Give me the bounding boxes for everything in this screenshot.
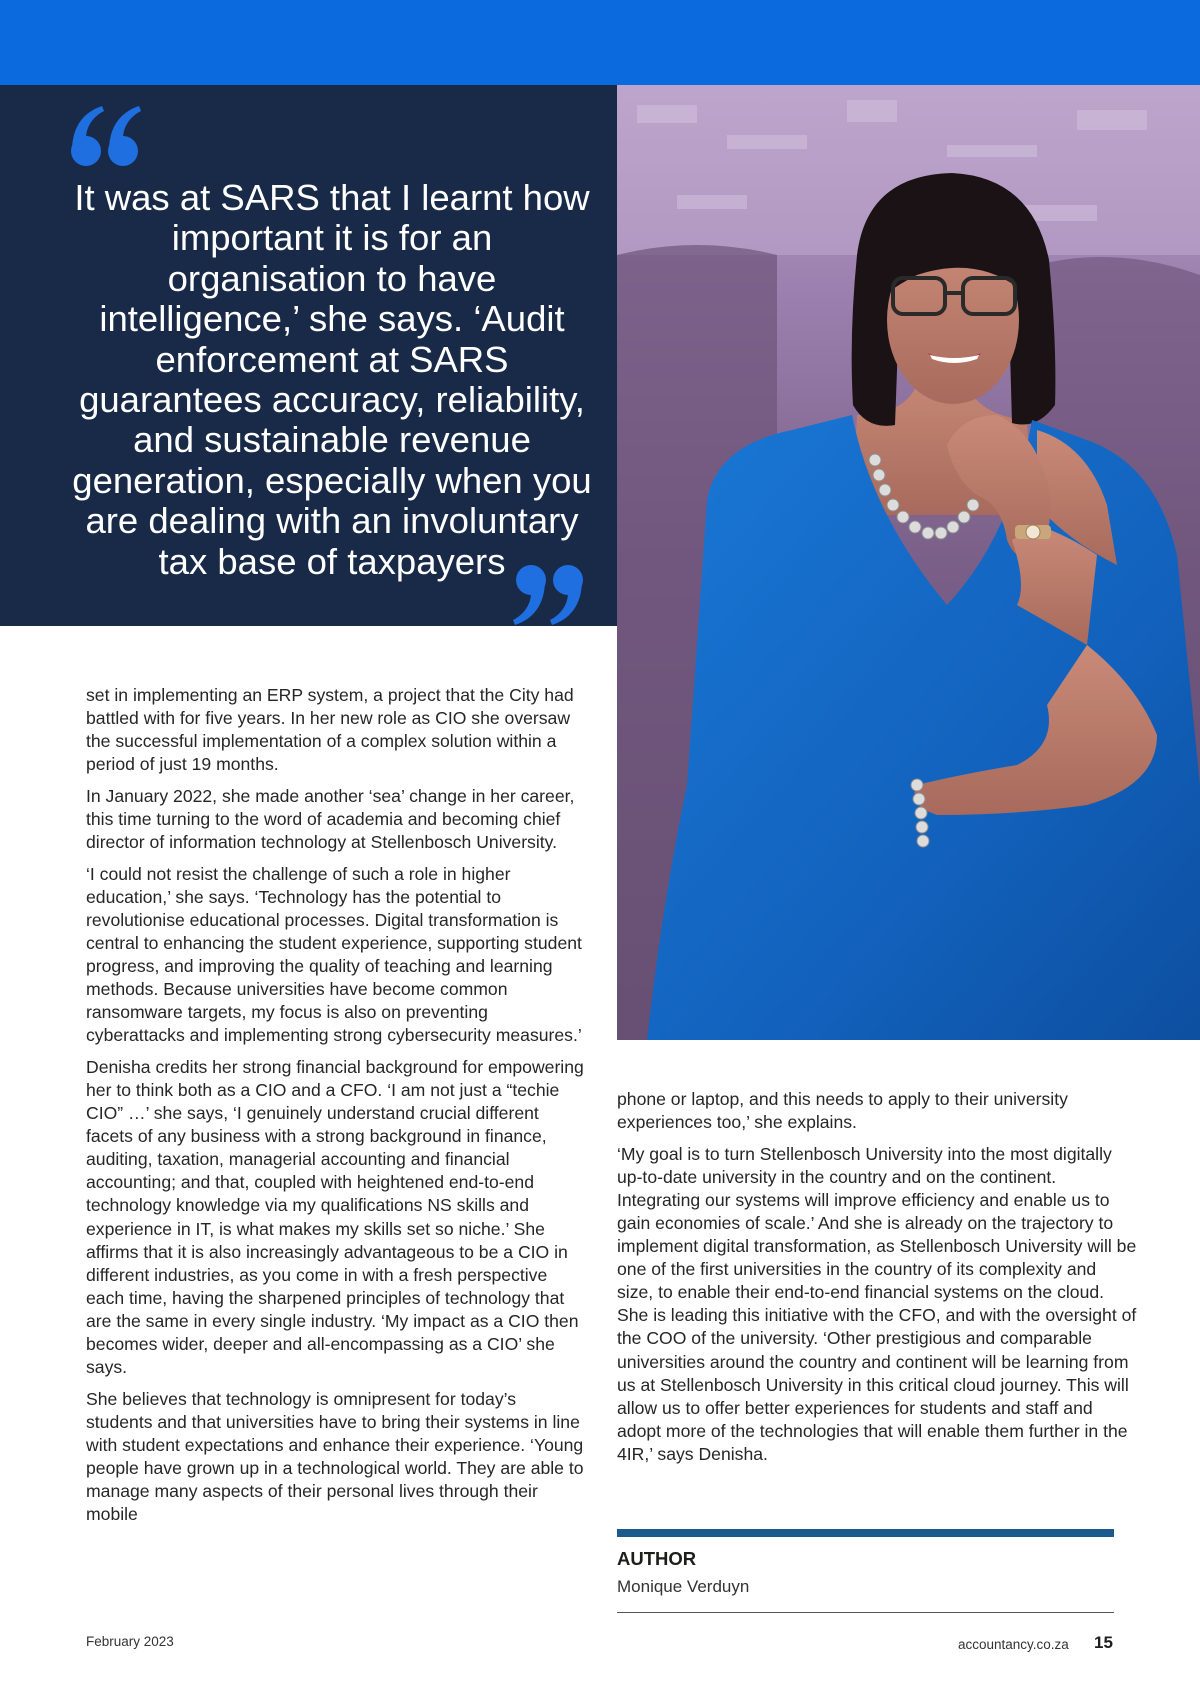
author-top-rule	[617, 1529, 1114, 1537]
paragraph: In January 2022, she made another ‘sea’ change in her career, this time turning to the word of academia and becoming chief director of information technology at Stellenbosch University.	[86, 785, 575, 853]
paragraph: phone or laptop, and this needs to apply to their university experiences too,’ she explains.	[617, 1089, 1068, 1133]
paragraph: ‘My goal is to turn Stellenbosch University into the most digitally up-to-date university in the country and on the continent. Integrating our systems will improve efficiency and enable us to gain economies of scale.’ And she is already on the trajectory to implement digital transformation, as Stellenbosch University will be one of the first universities in the country of its complexity and size, to enable their end-to-end financial systems on the cloud. She is leading this initiative with the CFO, and with the oversight of the COO of the university. ‘Other prestigious and comparable universities around the country and continent will be learning from us at Stellenbosch University in this critical cloud journey. This will allow us to offer better experiences for students and staff and adopt more of the technologies that will enable them further in the 4IR,’ says Denisha.	[617, 1143, 1137, 1464]
paragraph: She believes that technology is omnipresent for today’s students and that universities have to bring their systems in line with student expectations and enhance their experience. ‘Young people have grown up in a technological world. They are able to manage many aspects of their personal lives through their mobile	[86, 1388, 584, 1525]
article-right-column	[617, 1088, 1137, 1475]
author-heading: AUTHOR	[617, 1548, 697, 1569]
author-name: Monique Verduyn	[617, 1577, 750, 1596]
open-quote-icon	[66, 96, 146, 186]
article-left-column	[86, 684, 586, 1535]
paragraph: Denisha credits her strong financial background for empowering her to think both as a CIO and a CFO. ‘I am not just a “techie CIO” …’ she says, ‘I genuinely understand crucial different facets of any business with a strong background in finance, auditing, taxation, managerial accounting and financial accounting; and that, coupled with heightened end-to-end technology knowledge via my qualifications NS skills and experience in IT, is what makes my skills set so niche.’ She affirms that it is also increasingly advantageous to be a CIO in different industries, as you come in with a fresh perspective each time, having the sharpened principles of technology that are the same in every single industry. ‘My impact as a CIO then becomes wider, deeper and all-encompassing as a CIO’ she says.	[86, 1056, 584, 1378]
top-color-band	[0, 0, 1200, 85]
pull-quote-text: It was at SARS that I learnt how important it is for an organisation to have intelligence,’ she says. ‘Audit enforcement at SARS guarantees accuracy, reliability, and sustainable revenue generation, especially when you are dealing with an involuntary tax base of taxpayers	[72, 177, 592, 582]
portrait-photo	[617, 85, 1200, 1040]
footer-site: accountancy.co.za	[958, 1637, 1069, 1652]
close-quote-icon	[508, 545, 588, 635]
author-bottom-rule	[617, 1612, 1114, 1613]
paragraph: ‘I could not resist the challenge of such a role in higher education,’ she says. ‘Technology has the potential to revolutionise educational processes. Digital transformation is central to enhancing the student experience, supporting student progress, and improving the quality of teaching and learning methods. Because universities have become common ransomware targets, my focus is also on preventing cyberattacks and implementing strong cybersecurity measures.’	[86, 863, 582, 1046]
footer-date: February 2023	[86, 1634, 174, 1649]
paragraph: set in implementing an ERP system, a project that the City had battled with for five years. In her new role as CIO she oversaw the successful implementation of a complex solution within a period of just 19 months.	[86, 685, 574, 775]
page-number: 15	[1094, 1633, 1113, 1652]
